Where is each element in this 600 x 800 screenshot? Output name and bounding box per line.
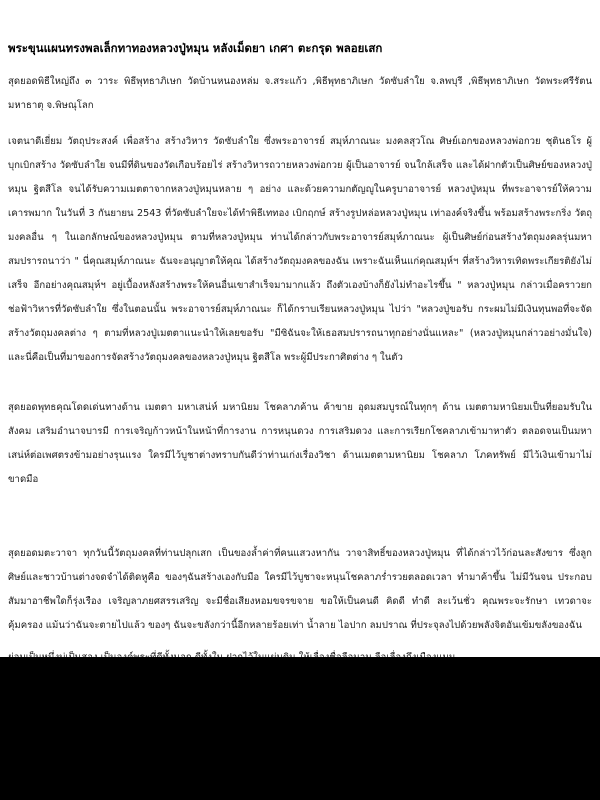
paragraph-history: เจตนาดีเยี่ยม วัตถุประสงค์ เพื่อสร้าง สร้างวิหาร วัดซับลำใย ซึ่งพระอาจารย์ สมุห์ภาณนะ มงคลสุวโณ ศิษย์เอกของหลวงพ่อกวย ชุตินธโร ผู้บุกเบิกสร้าง วัดซับลำใย จนมีที่ดินของวัดเกือบร้อยไร่ สร้างวิหารถวายหลวงพ่อกวย ผู้เป็นอาจารย์ จนใกล้เสร็จ และได้ฝากตัวเป็นศิษย์ของหลวงปู่หมุน ฐิตสีโล จนได้รับความเมตตาจากหลวงปู่หมุนหลาย ๆ อย่าง และด้วยความกตัญญูในครูบาอาจารย์ หลวงปู่หมุน ที่พระอาจารย์ให้ความเคารพมาก ในวันที่ 3 กันยายน 2543 ที่วัดซับลำใยจะได้ทำพิธีเททอง เบิกฤกษ์ สร้างรูปหล่อหลวงปู่หมุน เท่าองค์จริงขึ้น พร้อมสร้างพระกริ่ง วัตถุมงคลอื่น ๆ ในเอกลักษณ์ของหลวงปู่หมุน ตามที่หลวงปู่หมุน ท่านได้กล่าวกับพระอาจารย์สมุห์ภาณนะ ผู้เป็นศิษย์ก่อนสร้างวัตถุมงคลรุ่นมหาสมปรารถนาว่า " นี่คุณสมุห์ภาณนะ ฉันจะอนุญาตให้คุณ ได้สร้างวัตถุมงคลของฉัน เพราะฉันเห็นแก่คุณสมุห์ฯ ที่สร้างวิหารเทิดพระเกียรติยังไม่เสร็จ อีกอย่างคุณสมุห์ฯ อยู่เบื้องหลังสร้างพระให้คนอื่นเขาสำเร็จมามากแล้ว ถึงตัวเองบ้างก็ยังไม่ทำอะไรขึ้น " หลวงปู่หมุน กล่าวเมื่อคราวยกช่อฟ้าวิหารที่วัดซับลำใย ซึ่งในตอนนั้น พระอาจารย์สมุห์ภาณนะ ก็ได้กราบเรียนหลวงปู่หมุน ไปว่า "หลวงปู่ขอรับ กระผมไม่มีเงินทุนพอที่จะจัดสร้างวัตถุมงคลต่าง ๆ ตามที่หลวงปู่เมตตาแนะนำให้เลยขอรับ "มีซิฉันจะให้เธอสมปรารถนาทุกอย่างนั่นแหละ" (หลวงปู่หมุนกล่าวอย่างมั่นใจ) และนี่คือเป็นที่มาของการจัดสร้างวัตถุมงคลของหลวงปู่หมุน ฐิตสีโล พระผู้มีประกาศิตต่าง ๆ ในตัว bbox=[8, 136, 592, 363]
blank-bottom-area bbox=[0, 657, 600, 800]
paragraph-sacred-words: สุดยอดมตะวาจา ทุกวันนี้วัตถุมงคลที่ท่านปลุกเสก เป็นของล้ำค่าที่คนแสวงหากัน วาจาสิทธิ์ของหลวงปู่หมุน ที่ได้กล่าวไว้ก่อนละสังขาร ซึ่งลูกศิษย์และชาวบ้านต่างจดจำได้ติดหูคือ ของๆฉันสร้างเองกับมือ ใครมีไว้บูชาจะหนุนโชคลาภร่ำรวยตลอดเวลา ทำมาค้าขึ้น ไม่มีวันจน ประกอบสัมมาอาชีพใดก็รุ่งเรือง เจริญลาภยศสรรเสริญ จะมีชื่อเสียงหอมขจรขจาย ขอให้เป็นคนดี คิดดี ทำดี ละเว้นชั่ว คุณพระจะรักษา เทวดาจะคุ้มครอง แม้นว่าฉันจะตายไปแล้ว ของๆ ฉันจะขลังกว่านี้อีกหลายร้อยเท่า น้ำลาย ไอปาก ลมปราณ ที่ประจุลงไปด้วยพลังจิตอันเข้มขลังของฉัน bbox=[8, 548, 592, 631]
document-title: พระขุนแผนทรงพลเล็กทาทองหลวงปู่หมุน หลังเม็ดยา เกศา ตะกรุด พลอยเสก bbox=[8, 41, 383, 55]
paragraph-blessings: สุดยอดพุทธคุณโดดเด่นทางด้าน เมตตา มหาเสน่ห์ มหานิยม โชคลาภค้าน ค้าขาย อุดมสมบูรณ์ในทุกๆ ด้าน เมตตามหานิยมเป็นที่ยอมรับในสังคม เสริมอำนาจบารมี การเจริญก้าวหน้าในหน้าที่การงาน การหนุนดวง การเสริมดวง และการเรียกโชคลาภเข้ามาหาตัว ตลอดจนเป็นมหาเสน่ห์ต่อเพศตรงข้ามอย่างรุนแรง ใครมีไว้บูชาต่างทราบกันดีว่าท่านเก่งเรื่องวิชา ด้านเมตตามหานิยม โชคลาภ โภคทรัพย์ มีไว้เงินเข้ามาไม่ขาดมือ bbox=[8, 402, 592, 485]
paragraph-ceremonies: สุดยอดพิธีใหญ่ถึง ๓ วาระ พิธีพุทธาภิเษก วัดบ้านหนองหล่ม จ.สระแก้ว ,พิธีพุทธาภิเษก วัดซับลำใย จ.ลพบุรี ,พิธีพุทธาภิเษก วัดพระศรีรัตนมหาธาตุ จ.พิษณุโลก bbox=[8, 76, 592, 111]
